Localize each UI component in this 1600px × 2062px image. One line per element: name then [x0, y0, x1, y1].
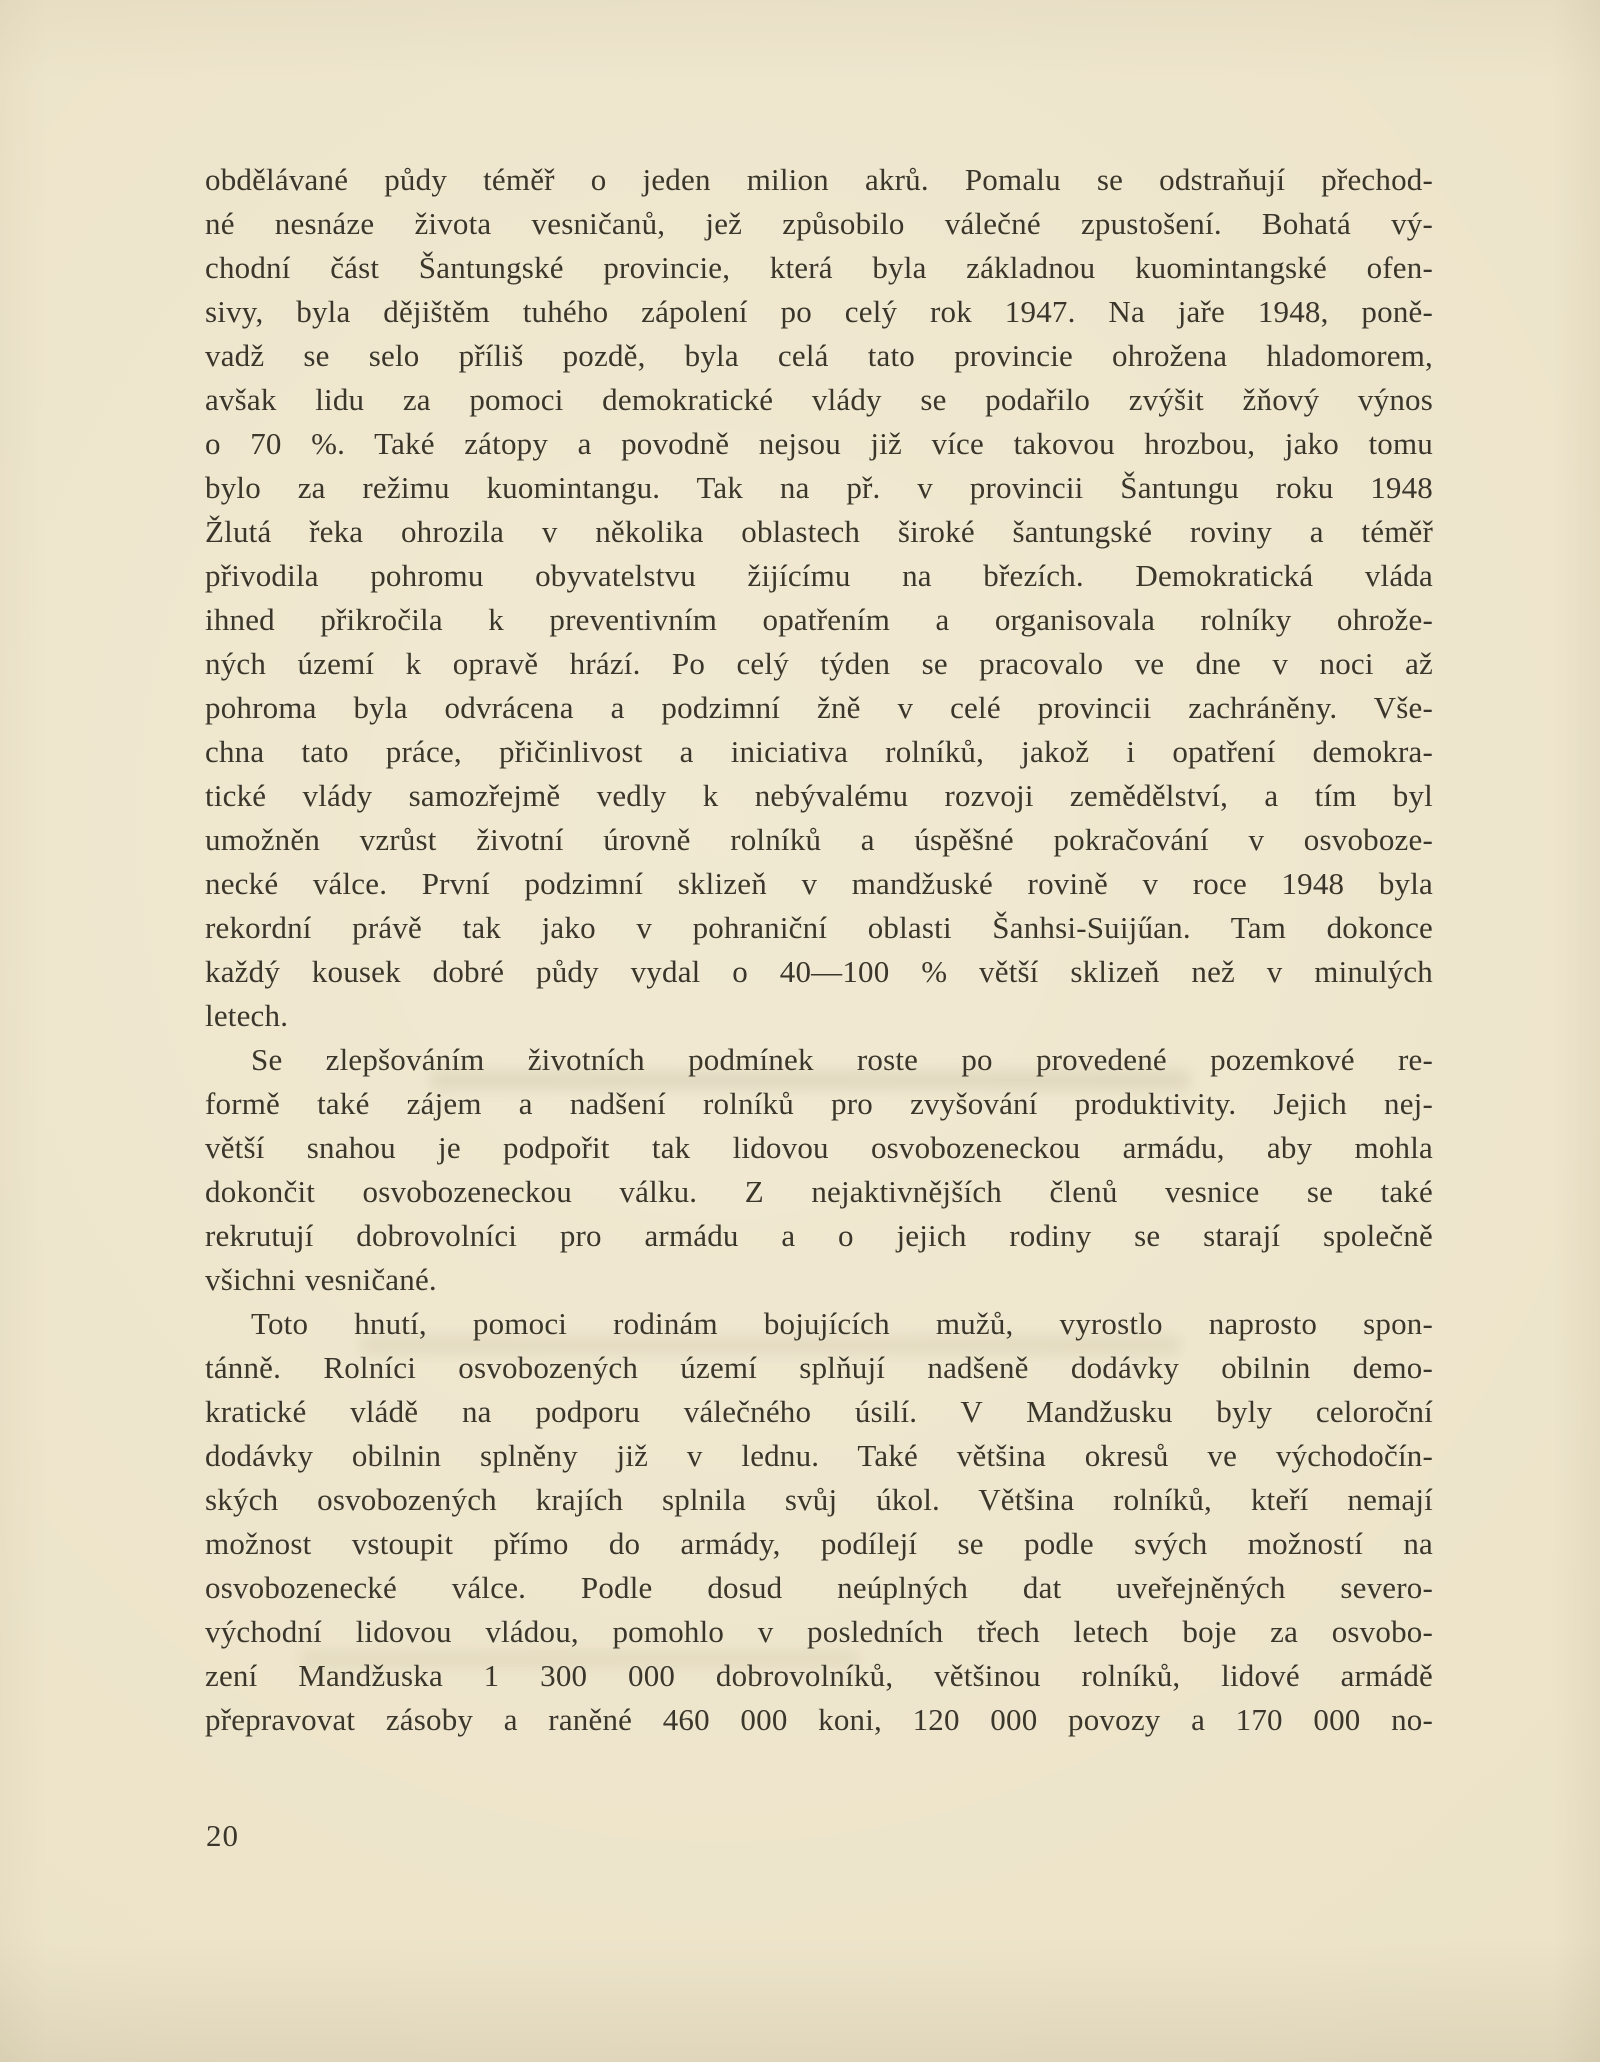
text-line: avšak lidu za pomoci demokratické vlády se podařilo zvýšit žňový výnos	[205, 382, 1433, 417]
text-line: Žlutá řeka ohrozila v několika oblastech široké šantungské roviny a téměř	[205, 514, 1433, 549]
text-line: tánně. Rolníci osvobozených území splňují nadšeně dodávky obilnin demo-	[205, 1350, 1433, 1385]
text-line: všichni vesničané.	[205, 1262, 437, 1297]
text-line: dodávky obilnin splněny již v lednu. Také většina okresů ve východočín-	[205, 1438, 1433, 1473]
text-line: ihned přikročila k preventivním opatřením a organisovala rolníky ohrože-	[205, 602, 1433, 637]
text-line: východní lidovou vládou, pomohlo v posledních třech letech boje za osvobo-	[205, 1614, 1433, 1649]
text-line: o 70 %. Také zátopy a povodně nejsou již více takovou hrozbou, jako tomu	[205, 426, 1433, 461]
text-line: dokončit osvobozeneckou válku. Z nejaktivnějších členů vesnice se také	[205, 1174, 1433, 1209]
text-line: přivodila pohromu obyvatelstvu žijícímu na březích. Demokratická vláda	[205, 558, 1433, 593]
text-line: Se zlepšováním životních podmínek roste po provedené pozemkové re-	[251, 1042, 1433, 1077]
text-line: chodní část Šantungské provincie, která byla základnou kuomintangské ofen-	[205, 250, 1433, 285]
text-line: možnost vstoupit přímo do armády, podílejí se podle svých možností na	[205, 1526, 1433, 1561]
body-text	[205, 158, 1433, 1742]
text-line: obdělávané půdy téměř o jeden milion akrů. Pomalu se odstraňují přechod-	[205, 162, 1433, 197]
text-line: Toto hnutí, pomoci rodinám bojujících mužů, vyrostlo naprosto spon-	[251, 1306, 1433, 1341]
page-number: 20	[206, 1818, 239, 1853]
text-line: formě také zájem a nadšení rolníků pro zvyšování produktivity. Jejich nej-	[205, 1086, 1433, 1121]
text-line: letech.	[205, 998, 289, 1033]
text-line: sivy, byla dějištěm tuhého zápolení po celý rok 1947. Na jaře 1948, poně-	[205, 294, 1433, 329]
text-line: umožněn vzrůst životní úrovně rolníků a úspěšné pokračování v osvoboze-	[205, 822, 1433, 857]
text-line: bylo za režimu kuomintangu. Tak na př. v provincii Šantungu roku 1948	[205, 470, 1433, 505]
text-line: rekrutují dobrovolníci pro armádu a o jejich rodiny se starají společně	[205, 1218, 1433, 1253]
text-line: osvobozenecké válce. Podle dosud neúplných dat uveřejněných severo-	[205, 1570, 1433, 1605]
text-line: kratické vládě na podporu válečného úsilí. V Mandžusku byly celoroční	[205, 1394, 1433, 1429]
text-line: né nesnáze života vesničanů, jež způsobilo válečné zpustošení. Bohatá vý-	[205, 206, 1433, 241]
text-line: pohroma byla odvrácena a podzimní žně v celé provincii zachráněny. Vše-	[205, 690, 1433, 725]
text-line: chna tato práce, přičinlivost a iniciativa rolníků, jakož i opatření demokra-	[205, 734, 1433, 769]
text-line: přepravovat zásoby a raněné 460 000 koni, 120 000 povozy a 170 000 no-	[205, 1702, 1433, 1737]
text-line: necké válce. První podzimní sklizeň v mandžuské rovině v roce 1948 byla	[205, 866, 1433, 901]
text-line: větší snahou je podpořit tak lidovou osvobozeneckou armádu, aby mohla	[205, 1130, 1433, 1165]
text-line: tické vlády samozřejmě vedly k nebývalému rozvoji zemědělství, a tím byl	[205, 778, 1433, 813]
text-line: každý kousek dobré půdy vydal o 40—100 % větší sklizeň než v minulých	[205, 954, 1433, 989]
text-line: rekordní právě tak jako v pohraniční oblasti Šanhsi-Suijűan. Tam dokonce	[205, 910, 1433, 945]
text-line: ských osvobozených krajích splnila svůj úkol. Většina rolníků, kteří nemají	[205, 1482, 1433, 1517]
text-line: ných území k opravě hrází. Po celý týden se pracovalo ve dne v noci až	[205, 646, 1433, 681]
text-line: vadž se selo příliš pozdě, byla celá tato provincie ohrožena hladomorem,	[205, 338, 1433, 373]
text-line: zení Mandžuska 1 300 000 dobrovolníků, většinou rolníků, lidové armádě	[205, 1658, 1433, 1693]
